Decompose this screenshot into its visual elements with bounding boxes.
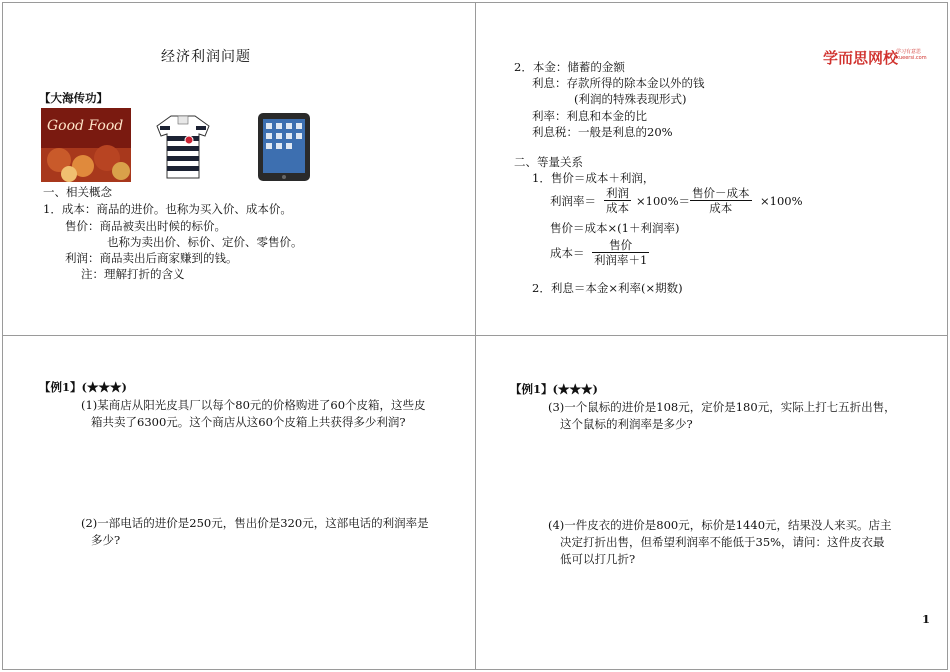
slide-title: 经济利润问题 bbox=[161, 49, 251, 65]
logo-domain: xueersi.com bbox=[896, 55, 927, 61]
slide-concepts bbox=[2, 2, 476, 336]
striped-shirt-image bbox=[151, 110, 215, 182]
equation-percent: ×100%＝ bbox=[636, 194, 691, 208]
def-principal: 2．本金：储蓄的金额 bbox=[514, 60, 625, 74]
question-1-line-2: 箱共卖了6300元。这个商店从这60个皮箱上共获得多少利润? bbox=[91, 415, 406, 429]
fraction-numerator: 售价－成本 bbox=[692, 186, 750, 200]
equation-percent-tail: ×100% bbox=[760, 194, 803, 208]
food-image bbox=[41, 108, 131, 182]
fraction-denominator: 成本 bbox=[606, 201, 629, 215]
heading-related-concepts: 一、相关概念 bbox=[43, 185, 112, 199]
def-price: 售价：商品被卖出时候的标价。 bbox=[65, 219, 226, 233]
equation-profit-rate-lhs: 利润率＝ bbox=[550, 194, 596, 208]
fraction-denominator: 成本 bbox=[709, 201, 733, 215]
slide-example-1b bbox=[475, 335, 948, 670]
question-3-line-2: 这个鼠标的利润率是多少? bbox=[560, 417, 693, 431]
question-2-line-2: 多少? bbox=[91, 533, 121, 547]
question-4-line-2: 决定打折出售，但希望利润率不能低于35%，请问：这件皮衣最 bbox=[560, 535, 885, 549]
fraction-numerator: 售价 bbox=[592, 238, 649, 253]
fraction-cost bbox=[592, 238, 649, 267]
equation-price: 1．售价＝成本＋利润， bbox=[532, 171, 655, 185]
brand-logo: 学而思网校 bbox=[823, 49, 899, 67]
question-2-line-1: (2)一部电话的进价是250元，售出价是320元，这部电话的利润率是 bbox=[81, 516, 429, 530]
question-3-line-1: (3)一个鼠标的进价是108元，定价是180元，实际上打七五折出售， bbox=[548, 400, 896, 414]
def-interest: 利息：存款所得的除本金以外的钱 bbox=[532, 76, 705, 90]
fraction-profit-over-cost bbox=[604, 186, 631, 215]
slide-example-1a bbox=[2, 335, 476, 670]
section-tag: 【大海传功】 bbox=[39, 91, 108, 105]
example-label: 【例1】(★★★) bbox=[39, 380, 127, 394]
tablet-image bbox=[258, 113, 310, 181]
equation-interest: 2．利息＝本金×利率(×期数) bbox=[532, 281, 683, 295]
fraction-denominator: 利润率＋1 bbox=[594, 253, 648, 267]
note-discount: 注：理解打折的含义 bbox=[81, 267, 185, 281]
page-number: 1 bbox=[922, 612, 931, 626]
equation-cost-lhs: 成本＝ bbox=[550, 246, 585, 260]
def-profit: 利润：商品卖出后商家赚到的钱。 bbox=[65, 251, 238, 265]
fraction-margin-over-cost bbox=[690, 186, 752, 215]
def-price-aka: 也称为卖出价、标价、定价、零售价。 bbox=[107, 235, 303, 249]
def-cost: 1．成本：商品的进价。也称为买入价、成本价。 bbox=[43, 202, 292, 216]
fraction-numerator: 利润 bbox=[606, 186, 629, 200]
slide-relations bbox=[475, 2, 948, 336]
question-1-line-1: (1)某商店从阳光皮具厂以每个80元的价格购进了60个皮箱，这些皮 bbox=[81, 398, 426, 412]
heading-equations: 二、等量关系 bbox=[514, 155, 583, 169]
example-label: 【例1】(★★★) bbox=[510, 382, 598, 396]
question-4-line-3: 低可以打几折? bbox=[560, 552, 636, 566]
equation-price-from-cost: 售价＝成本×(1＋利润率) bbox=[550, 221, 680, 235]
def-interest-tax: 利息税：一般是利息的20% bbox=[532, 125, 673, 139]
logo-slogan: 学习有意思 bbox=[896, 49, 922, 55]
def-rate: 利率：利息和本金的比 bbox=[532, 109, 647, 123]
def-interest-note: (利润的特殊表现形式) bbox=[574, 92, 687, 106]
question-4-line-1: (4)一件皮衣的进价是800元，标价是1440元，结果没人来买。店主 bbox=[548, 518, 892, 532]
brand-logo-subtitle bbox=[896, 49, 927, 61]
food-image-caption: Good Food bbox=[47, 118, 124, 134]
